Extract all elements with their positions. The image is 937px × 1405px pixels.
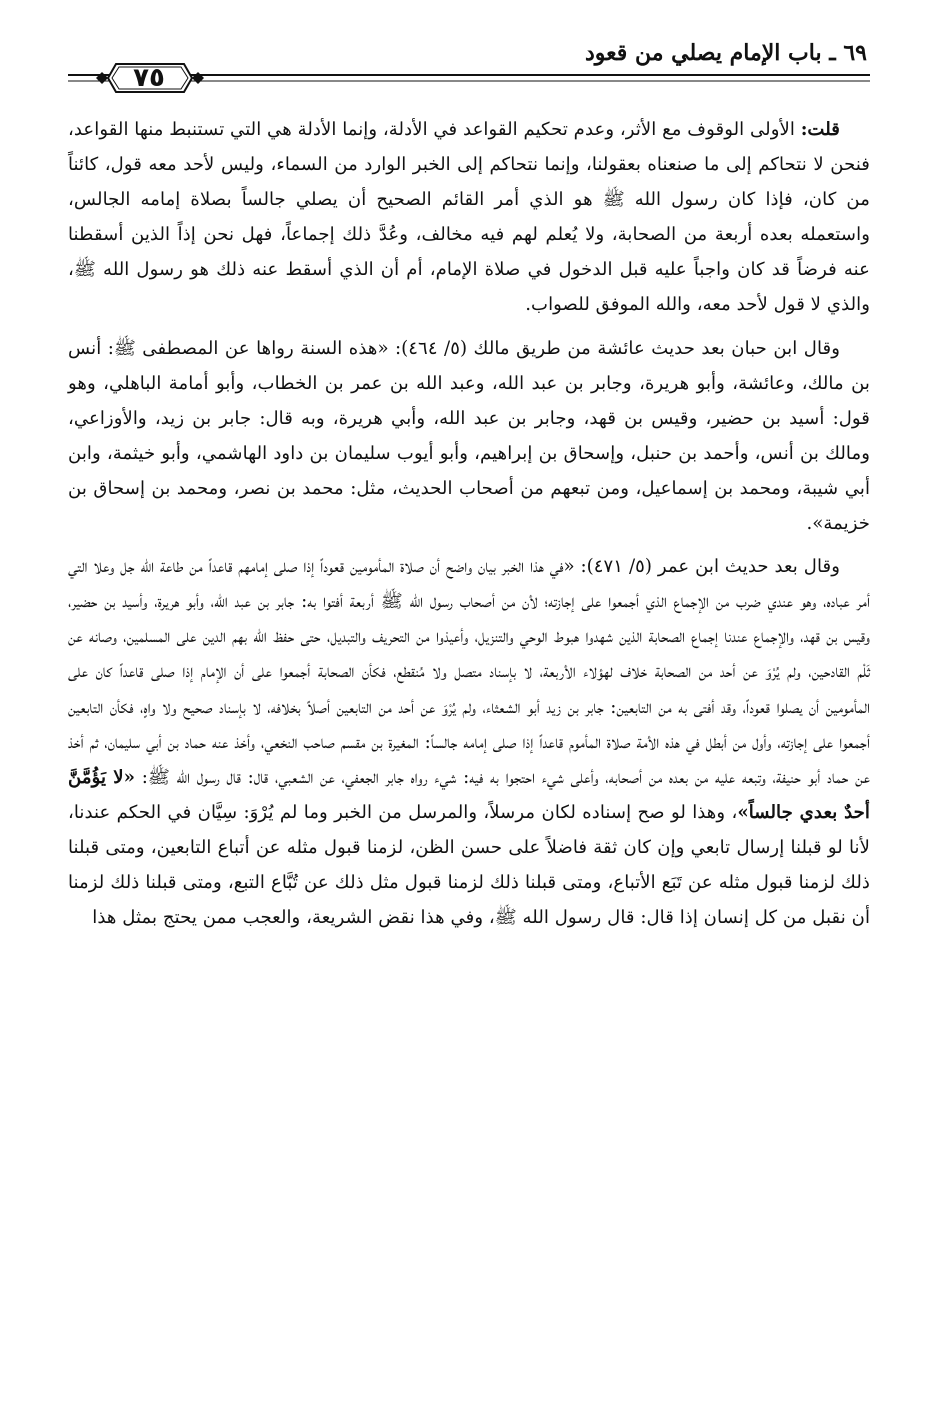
paragraph-lead: قلت: — [800, 119, 840, 140]
paragraph-2 — [68, 331, 870, 542]
hadith-quote: «لا يَؤُمَّنَّ أحدٌ بعدي جالساً» — [68, 766, 870, 823]
paragraph-text: وقال ابن حبان بعد حديث عائشة من طريق مالك (٥/ ٤٦٤): «هذه السنة رواها عن المصطفى ﷺ: أنس بن مالك، وعائشة، وأبو هريرة، وجابر بن عبد الله، وعبد الله بن عمر بن الخطاب، وأبو أمامة الباهلي، وهو قول: أسيد بن حضير، وقيس بن قهد، وجابر بن عبد الله، وأبي هريرة، وبه قال: جابر بن زيد، والأوزاعي، ومالك بن أنس، وأحمد بن حنبل، وإسحاق بن إبراهيم، وأبو أيوب سليمان بن داود الهاشمي، وأبو خيثمة، وابن أبي شيبة، ومحمد بن إسماعيل، ومن تبعهم من أصحاب الحديث، مثل: محمد بن نصر، ومحمد بن إسحاق بن خزيمة». — [68, 337, 870, 535]
paragraph-3 — [68, 549, 870, 935]
running-head: ٦٩ ـ باب الإمام يصلي من قعود — [585, 40, 867, 66]
page-number: ٧٥ — [133, 63, 165, 93]
paragraph-text: وقال بعد حديث ابن عمر (٥/ ٤٧١): «في هذا الخبر بيان واضح أن صلاة المأمومين قعوداً إذا صلى إمامهم قاعداً من طاعة الله جل وعلا التي أمر عباده، وهو عندي ضرب من الإجماع الذي أجمعوا على إجازته؛ لأن من أصحاب رسول الله ﷺ أربعة أفتوا به: جابر بن عبد الله، وأبو هريرة، وأسيد بن حضير، وقيس بن قهد، والإجماع عندنا إجماع الصحابة الذين شهدوا هبوط الوحي والتنزيل، وأعيذوا من التحريف والتبديل، حتى حفظ الله بهم الدين على المسلمين، وصانه عن ثَلْم القادحين، ولم يُرْوَ عن أحد من الصحابة خلاف لهؤلاء الأربعة، لا بإسناد متصل ولا مُنقطع، فكأن الصحابة أجمعوا على أن الإمام إذا صلى قاعداً كان على المأمومين أن يصلوا قعوداً، وقد أفتى به من التابعين: جابر بن زيد أبو الشعثاء، ولم يُرْوَ عن أحد من التابعين أصلاً بخلافه، لا بإسناد صحيح ولا واهٍ، فكأن التابعين أجمعوا على إجازته، وأول من أبطل في هذه الأمة صلاة المأموم قاعداً إذا صلى إمامه جالساً: المغيرة بن مقسم صاحب النخعي، وأخذ عنه حماد بن أبي سليمان، ثم أخذ عن حماد أبو حنيفة، وتبعه عليه من بعده من أصحابه، وأعلى شيء احتجوا به فيه: شيء رواه جابر الجعفي، عن الشعبي، قال: قال رسول الله ﷺ: — [68, 556, 870, 788]
paragraph-1 — [68, 112, 870, 323]
page-body — [68, 112, 870, 943]
paragraph-text: الأولى الوقوف مع الأثر، وعدم تحكيم القواعد في الأدلة، وإنما الأدلة هي التي تستنبط منها القواعد، فنحن لا نتحاكم إلى ما صنعناه بعقولنا، وإنما نتحاكم إلى الخبر الوارد من السماء، وليس لأحد معه قول، كائناً من كان، فإذا كان رسول الله ﷺ هو الذي أمر القائم الصحيح أن يصلي جالساً بصلاة إمامه الجالس، واستعمله بعده أربعة من الصحابة، ولا يُعلم لهم فيه مخالف، وعُدَّ ذلك إجماعاً، فهل نحن إذاً الذين أسقطنا عنه فرضاً قد كان واجباً عليه قبل الدخول في صلاة الإمام، أم أن الذي أسقط عنه ذلك هو رسول الله ﷺ، والذي لا قول لأحد معه، والله الموفق للصواب. — [68, 119, 870, 316]
paragraph-text: ، وهذا لو صح إسناده لكان مرسلاً، والمرسل من الخبر وما لم يُرْوَ: سِيَّان في الحكم عندنا، لأنا لو قبلنا إرسال تابعي وإن كان ثقة فاضلاً على حسن الظن، لزمنا قبول مثله عن أتباع التابعين، ومتى قبلنا ذلك لزمنا قبول مثله عن تَبَع الأتباع، ومتى قبلنا ذلك لزمنا قبول مثل ذلك عن تُبَّاع التبع، ومتى قبلنا ذلك لزمنا أن نقبل من كل إنسان إذا قال: قال رسول الله ﷺ، وفي هذا نقض الشريعة، والعجب ممن يحتج بمثل هذا — [68, 801, 870, 929]
